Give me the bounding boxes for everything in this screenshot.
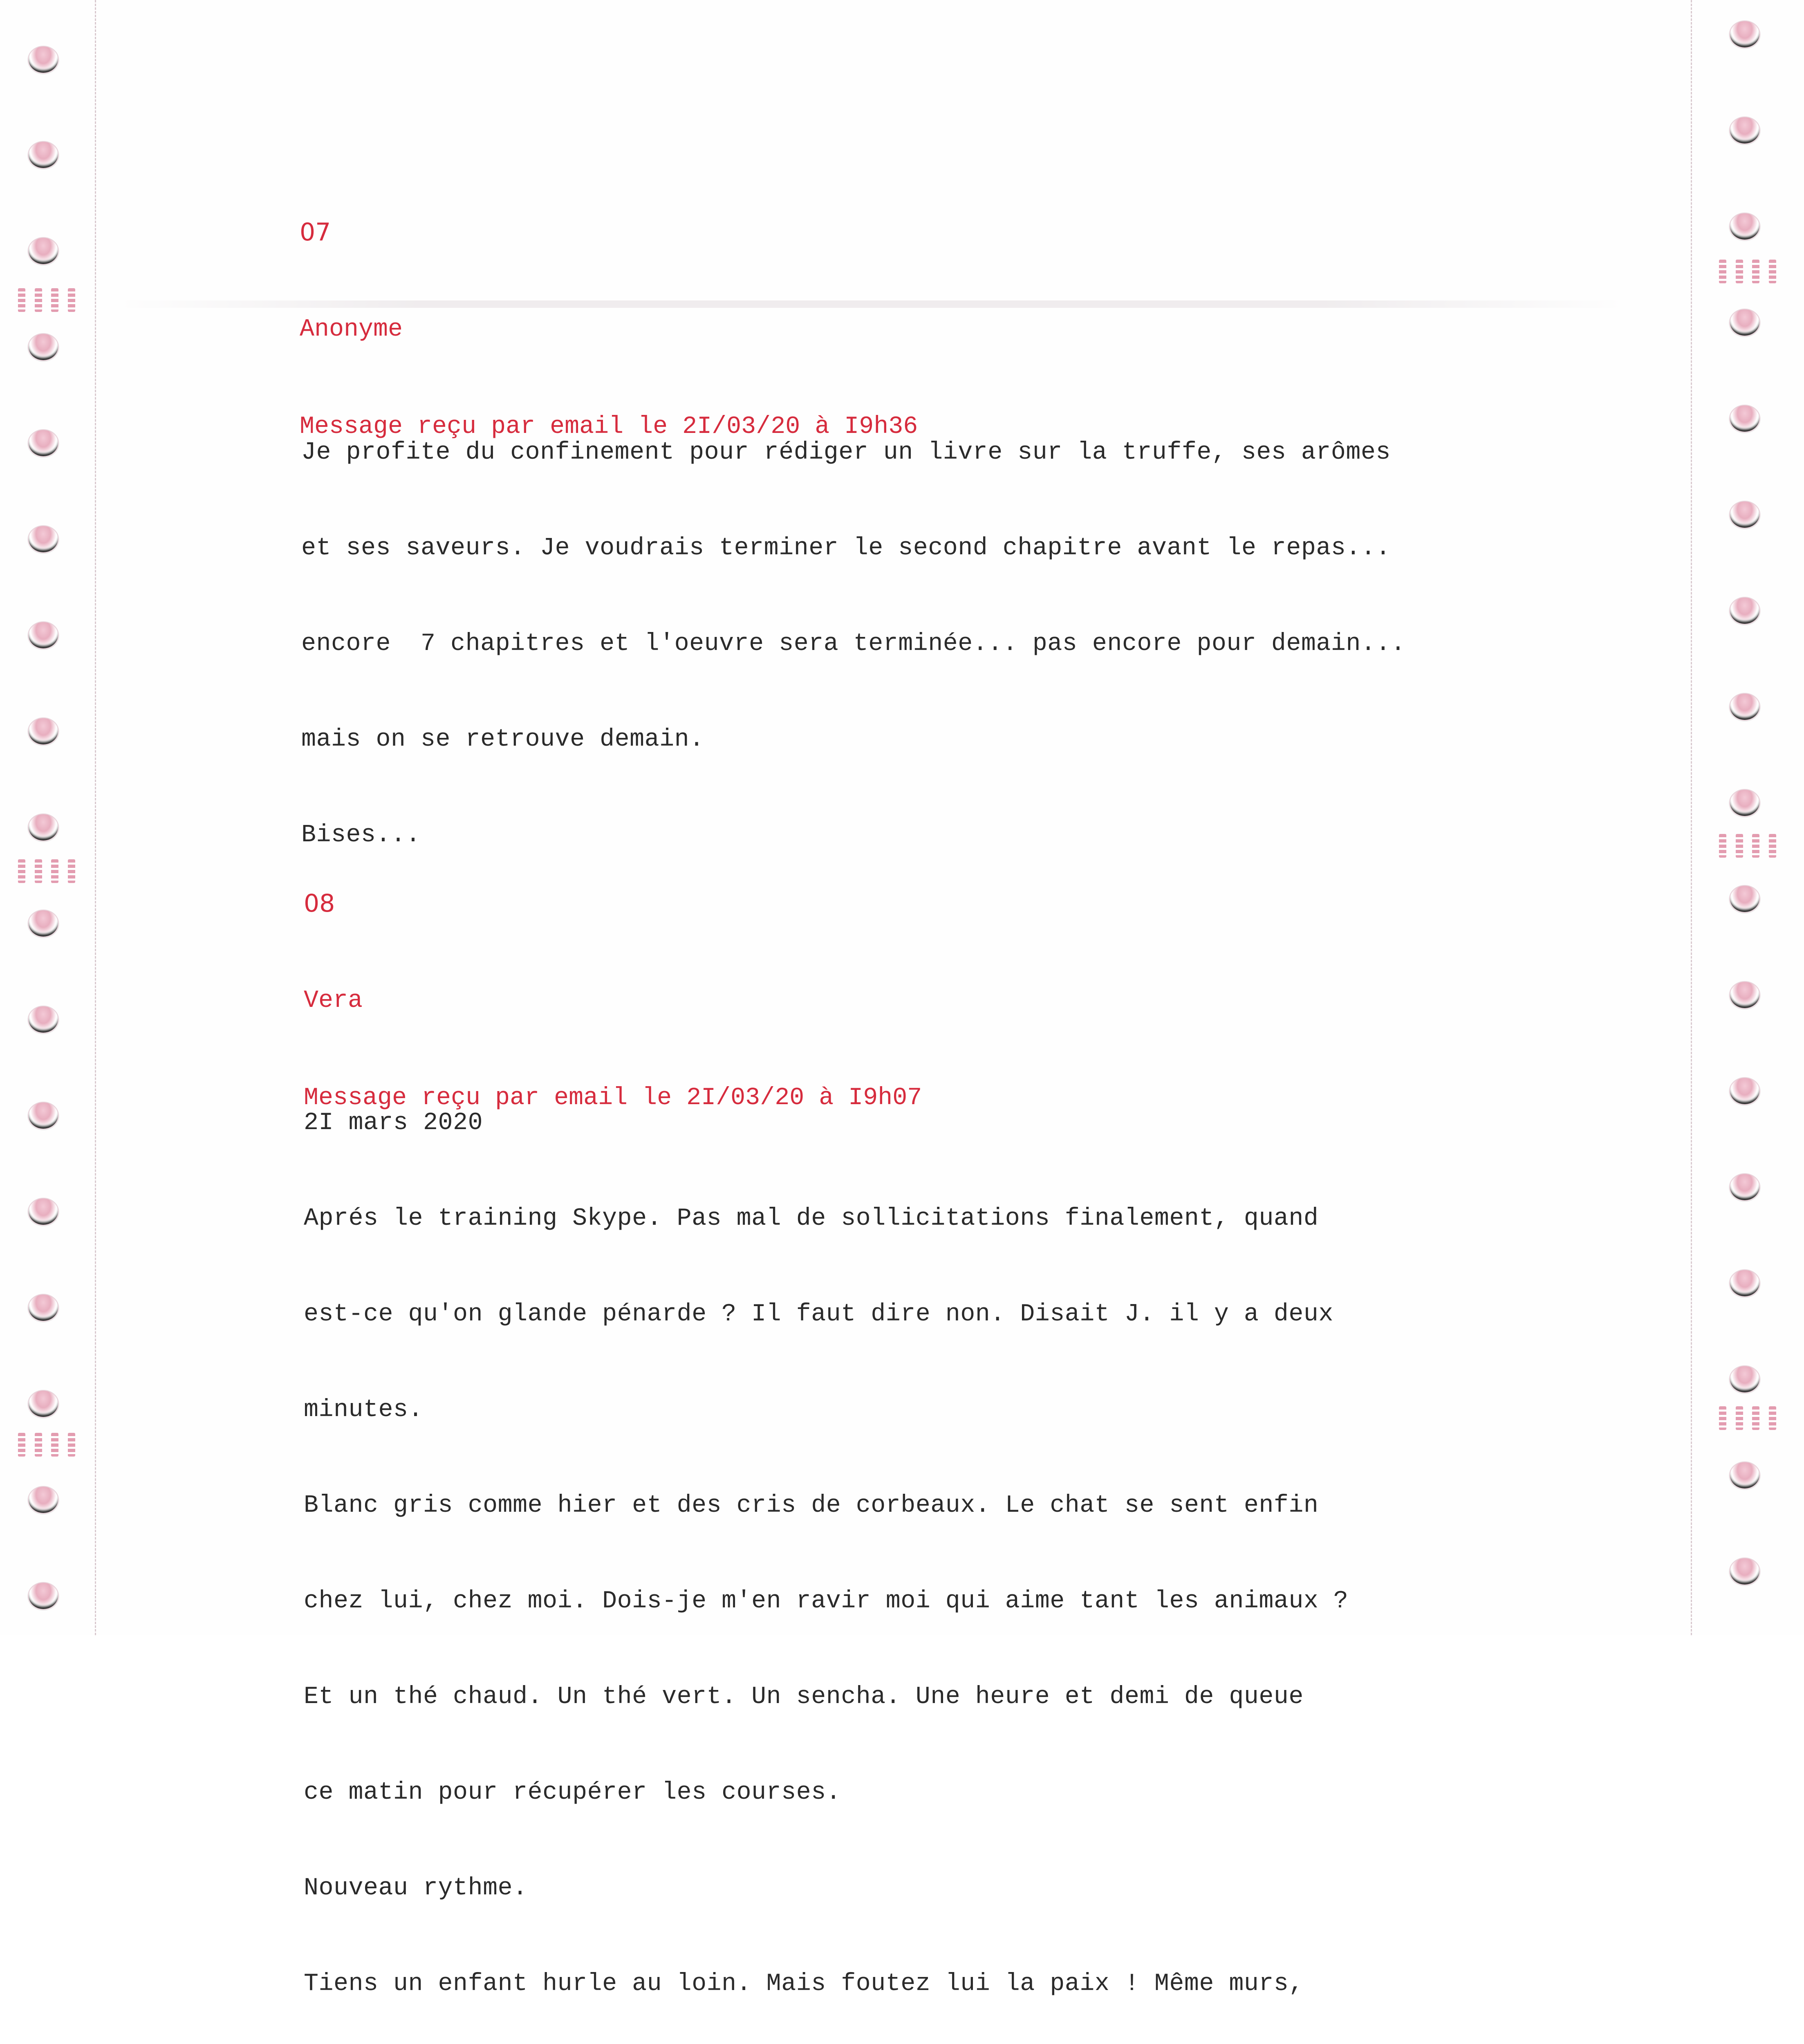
sprocket-hole (28, 1486, 59, 1514)
sprocket-hole (28, 141, 59, 169)
sprocket-hole (28, 46, 59, 74)
body-line: Aprés le training Skype. Pas mal de sollicitations finalement, quand (304, 1205, 1319, 1233)
body-line: Blanc gris comme hier et des cris de corbeaux. Le chat se sent enfin (304, 1492, 1319, 1520)
sprocket-hole (28, 1102, 59, 1130)
right-tick-marks (1719, 834, 1776, 858)
body-line: 2I mars 2020 (304, 1109, 483, 1137)
entry-received-line: Message reçu par email le 2I/03/20 à I9h36 (300, 413, 918, 441)
sprocket-hole (1729, 885, 1760, 913)
sprocket-hole (28, 717, 59, 745)
sprocket-hole (1729, 117, 1760, 144)
entry-number: 08 (304, 889, 335, 918)
sprocket-hole (1729, 309, 1760, 336)
body-line: Et un thé chaud. Un thé vert. Un sencha. Une heure et demi de queue (304, 1683, 1304, 1711)
right-perforation-line (1691, 0, 1692, 1635)
sprocket-hole (1729, 597, 1760, 625)
sprocket-hole (1729, 789, 1760, 817)
body-line: ce matin pour récupérer les courses. (304, 1779, 841, 1806)
sprocket-hole (28, 1198, 59, 1226)
sprocket-hole (1729, 1558, 1760, 1585)
entry-received-line: Message reçu par email le 2I/03/20 à I9h07 (304, 1084, 922, 1112)
body-line: Bises... (301, 821, 421, 849)
body-line: est-ce qu'on glande pénarde ? Il faut dire non. Disait J. il y a deux (304, 1300, 1333, 1328)
sprocket-hole (1729, 405, 1760, 433)
body-line: chez lui, chez moi. Dois-je m'en ravir moi qui aime tant les animaux ? (304, 1587, 1349, 1615)
sprocket-hole (28, 814, 59, 841)
entry-author: Vera (304, 987, 363, 1015)
sprocket-hole (1729, 501, 1760, 529)
left-tick-marks (18, 1433, 75, 1457)
body-line: encore 7 chapitres et l'oeuvre sera terminée... pas encore pour demain... (301, 630, 1406, 658)
sprocket-hole (1729, 1365, 1760, 1393)
sprocket-hole (28, 1006, 59, 1033)
right-tick-marks (1719, 1406, 1776, 1430)
left-tick-marks (18, 288, 75, 312)
sprocket-hole (28, 621, 59, 649)
body-line: Je profite du confinement pour rédiger un livre sur la truffe, ses arômes (301, 439, 1391, 466)
entry-body-08 (304, 1043, 1348, 2044)
sprocket-hole (28, 525, 59, 553)
body-line: Tiens un enfant hurle au loin. Mais foutez lui la paix ! Même murs, (304, 1970, 1304, 1998)
sprocket-hole (1729, 20, 1760, 48)
entry-author: Anonyme (300, 316, 403, 343)
sprocket-hole (28, 333, 59, 361)
sprocket-hole (1729, 213, 1760, 240)
sprocket-hole (1729, 1077, 1760, 1105)
body-line: Nouveau rythme. (304, 1874, 528, 1902)
entry-number: 07 (300, 218, 331, 247)
sprocket-hole (28, 237, 59, 265)
sprocket-hole (1729, 981, 1760, 1009)
body-line: et ses saveurs. Je voudrais terminer le second chapitre avant le repas... (301, 534, 1391, 562)
sprocket-hole (1729, 1269, 1760, 1297)
left-tick-marks (18, 859, 75, 883)
sprocket-hole (28, 910, 59, 937)
left-perforation-line (95, 0, 96, 1635)
sprocket-hole (28, 429, 59, 457)
sprocket-hole (28, 1582, 59, 1610)
sprocket-hole (1729, 1461, 1760, 1489)
body-line: mais on se retrouve demain. (301, 726, 704, 753)
sprocket-hole (28, 1294, 59, 1322)
right-tick-marks (1719, 260, 1776, 283)
sprocket-hole (1729, 693, 1760, 721)
body-line: minutes. (304, 1396, 424, 1424)
sprocket-hole (28, 1390, 59, 1418)
sprocket-hole (1729, 1173, 1760, 1201)
